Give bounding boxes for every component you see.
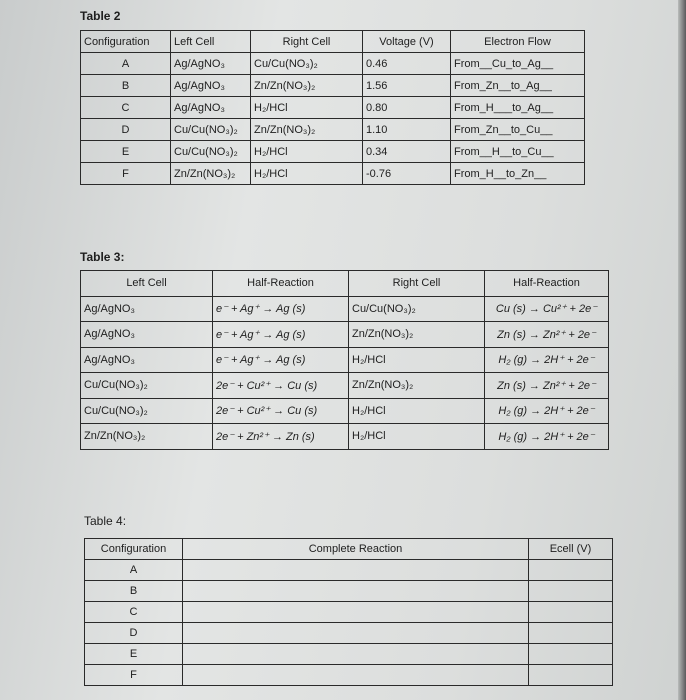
table2-header-row <box>81 31 585 53</box>
t2-header-right-cell: Right Cell <box>251 31 363 53</box>
t4-ecell-blank[interactable] <box>529 623 613 644</box>
t4-config: A <box>85 560 183 581</box>
t4-config: E <box>85 644 183 665</box>
table-row <box>81 75 585 97</box>
table-row <box>85 623 613 644</box>
table-row <box>85 665 613 686</box>
t3-half-reaction-right: H₂ (g) → 2H⁺ + 2e⁻ <box>485 398 609 424</box>
t2-voltage: 1.56 <box>363 75 451 97</box>
t3-half-reaction-left: 2e⁻ + Zn²⁺ → Zn (s) <box>213 424 349 450</box>
t3-half-reaction-right: Cu (s) → Cu²⁺ + 2e⁻ <box>485 296 609 322</box>
t2-electron-flow: From__Cu_to_Ag__ <box>451 53 585 75</box>
t2-left-cell: Ag/AgNO₃ <box>171 75 251 97</box>
t2-left-cell: Cu/Cu(NO₃)₂ <box>171 141 251 163</box>
t3-header-half-reaction-right: Half-Reaction <box>485 271 609 297</box>
t3-half-reaction-right: Zn (s) → Zn²⁺ + 2e⁻ <box>485 322 609 348</box>
t4-config: B <box>85 581 183 602</box>
t3-half-reaction-right: Zn (s) → Zn²⁺ + 2e⁻ <box>485 373 609 399</box>
t2-right-cell: H₂/HCl <box>251 163 363 185</box>
t2-header-left-cell: Left Cell <box>171 31 251 53</box>
t3-left-cell: Ag/AgNO₃ <box>81 347 213 373</box>
t3-half-reaction-left: e⁻ + Ag⁺ → Ag (s) <box>213 322 349 348</box>
t4-ecell-blank[interactable] <box>529 602 613 623</box>
table-row <box>81 424 609 450</box>
t3-header-left-cell: Left Cell <box>81 271 213 297</box>
t2-voltage: 0.34 <box>363 141 451 163</box>
t2-config: A <box>81 53 171 75</box>
t2-config: B <box>81 75 171 97</box>
t2-config: E <box>81 141 171 163</box>
t4-reaction-blank[interactable] <box>183 665 529 686</box>
t3-half-reaction-left: 2e⁻ + Cu²⁺ → Cu (s) <box>213 373 349 399</box>
paper-edge-shadow <box>678 0 686 700</box>
t2-left-cell: Zn/Zn(NO₃)₂ <box>171 163 251 185</box>
t3-right-cell: Zn/Zn(NO₃)₂ <box>349 322 485 348</box>
t4-config: D <box>85 623 183 644</box>
t2-config: C <box>81 97 171 119</box>
t3-half-reaction-right: H₂ (g) → 2H⁺ + 2e⁻ <box>485 347 609 373</box>
t4-reaction-blank[interactable] <box>183 581 529 602</box>
table3-caption: Table 3: <box>80 250 125 264</box>
t2-right-cell: H₂/HCl <box>251 97 363 119</box>
table-row <box>85 644 613 665</box>
t2-electron-flow: From_H__to_Zn__ <box>451 163 585 185</box>
t3-left-cell: Ag/AgNO₃ <box>81 322 213 348</box>
t2-config: D <box>81 119 171 141</box>
t2-electron-flow: From_H___to_Ag__ <box>451 97 585 119</box>
t2-left-cell: Ag/AgNO₃ <box>171 97 251 119</box>
table-row <box>85 560 613 581</box>
t2-header-configuration: Configuration <box>81 31 171 53</box>
t4-ecell-blank[interactable] <box>529 581 613 602</box>
table3 <box>80 270 609 450</box>
table-row <box>81 398 609 424</box>
table-row <box>81 347 609 373</box>
t4-reaction-blank[interactable] <box>183 560 529 581</box>
t2-voltage: 0.80 <box>363 97 451 119</box>
t3-right-cell: H₂/HCl <box>349 424 485 450</box>
table-row <box>85 602 613 623</box>
t3-right-cell: H₂/HCl <box>349 398 485 424</box>
t3-header-half-reaction-left: Half-Reaction <box>213 271 349 297</box>
t4-reaction-blank[interactable] <box>183 623 529 644</box>
t3-header-right-cell: Right Cell <box>349 271 485 297</box>
t4-config: F <box>85 665 183 686</box>
t2-config: F <box>81 163 171 185</box>
table4-caption: Table 4: <box>84 514 127 528</box>
t2-header-voltage: Voltage (V) <box>363 31 451 53</box>
t2-voltage: -0.76 <box>363 163 451 185</box>
table4-header-row <box>85 539 613 560</box>
table-row <box>81 373 609 399</box>
t3-right-cell: Zn/Zn(NO₃)₂ <box>349 373 485 399</box>
t4-ecell-blank[interactable] <box>529 644 613 665</box>
t3-half-reaction-left: e⁻ + Ag⁺ → Ag (s) <box>213 347 349 373</box>
t3-half-reaction-right: H₂ (g) → 2H⁺ + 2e⁻ <box>485 424 609 450</box>
t2-right-cell: Zn/Zn(NO₃)₂ <box>251 119 363 141</box>
table-row <box>81 141 585 163</box>
table4 <box>84 538 613 686</box>
t3-half-reaction-left: 2e⁻ + Cu²⁺ → Cu (s) <box>213 398 349 424</box>
t3-left-cell: Cu/Cu(NO₃)₂ <box>81 373 213 399</box>
t3-left-cell: Zn/Zn(NO₃)₂ <box>81 424 213 450</box>
t4-header-ecell: Ecell (V) <box>529 539 613 560</box>
table-row <box>81 322 609 348</box>
table-row <box>81 97 585 119</box>
t2-header-electron-flow: Electron Flow <box>451 31 585 53</box>
t3-left-cell: Cu/Cu(NO₃)₂ <box>81 398 213 424</box>
t3-left-cell: Ag/AgNO₃ <box>81 296 213 322</box>
t3-right-cell: Cu/Cu(NO₃)₂ <box>349 296 485 322</box>
t2-left-cell: Cu/Cu(NO₃)₂ <box>171 119 251 141</box>
t3-right-cell: H₂/HCl <box>349 347 485 373</box>
t4-ecell-blank[interactable] <box>529 560 613 581</box>
table-row <box>85 581 613 602</box>
t2-electron-flow: From_Zn__to_Cu__ <box>451 119 585 141</box>
table-row <box>81 296 609 322</box>
t4-reaction-blank[interactable] <box>183 602 529 623</box>
t2-left-cell: Ag/AgNO₃ <box>171 53 251 75</box>
t4-ecell-blank[interactable] <box>529 665 613 686</box>
t2-right-cell: Zn/Zn(NO₃)₂ <box>251 75 363 97</box>
t2-voltage: 1.10 <box>363 119 451 141</box>
t4-header-configuration: Configuration <box>85 539 183 560</box>
t4-reaction-blank[interactable] <box>183 644 529 665</box>
table-row <box>81 53 585 75</box>
table3-header-row <box>81 271 609 297</box>
t4-header-complete-reaction: Complete Reaction <box>183 539 529 560</box>
t4-config: C <box>85 602 183 623</box>
table2-caption: Table 2 <box>80 9 121 23</box>
t2-electron-flow: From_Zn__to_Ag__ <box>451 75 585 97</box>
t2-electron-flow: From__H__to_Cu__ <box>451 141 585 163</box>
table-row <box>81 163 585 185</box>
table2 <box>80 30 585 185</box>
table-row <box>81 119 585 141</box>
t3-half-reaction-left: e⁻ + Ag⁺ → Ag (s) <box>213 296 349 322</box>
t2-right-cell: H₂/HCl <box>251 141 363 163</box>
t2-voltage: 0.46 <box>363 53 451 75</box>
t2-right-cell: Cu/Cu(NO₃)₂ <box>251 53 363 75</box>
